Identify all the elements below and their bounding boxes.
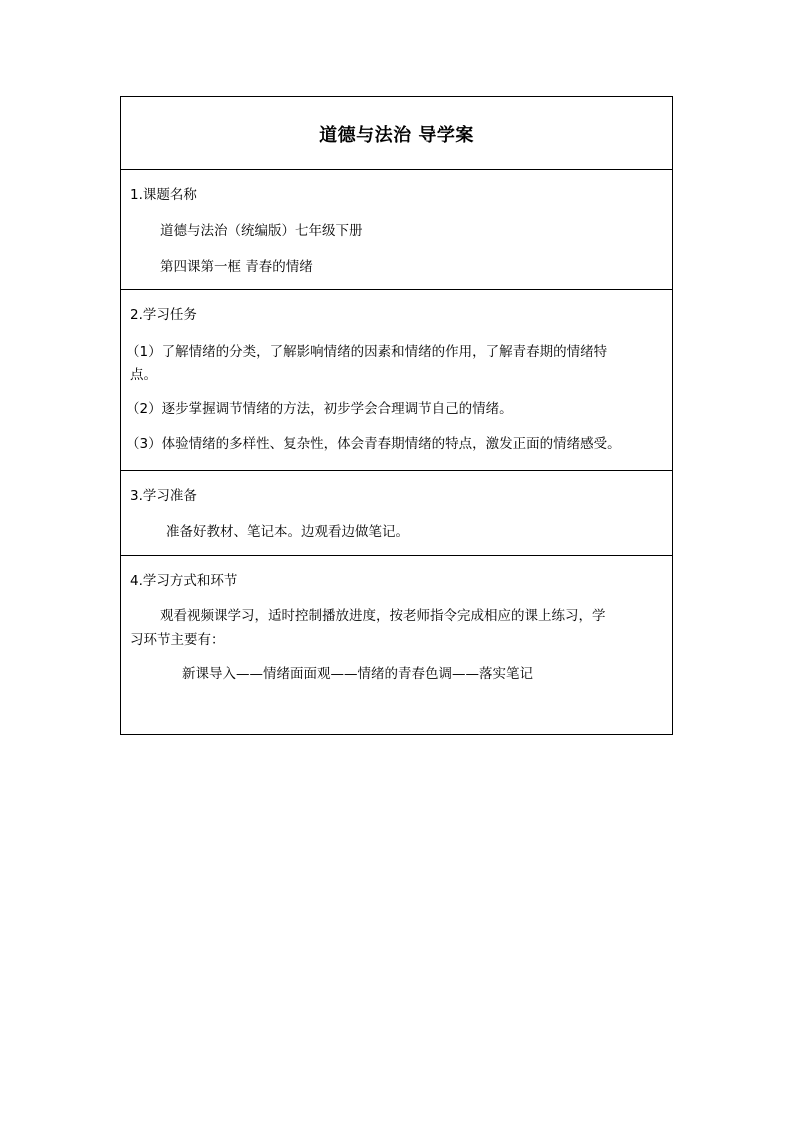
task-line-2: （2）逐步掌握调节情绪的方法，初步学会合理调节自己的情绪。 <box>126 401 513 417</box>
topic-line-textbook: 道德与法治（统编版）七年级下册 <box>160 223 363 239</box>
section-method <box>121 556 672 734</box>
task-line-3: （3）体验情绪的多样性、复杂性，体会青春期情绪的特点，激发正面的情绪感受。 <box>126 436 621 452</box>
section-preparation <box>121 471 672 556</box>
section-heading-preparation: 3.学习准备 <box>130 488 197 504</box>
section-heading-method: 4.学习方式和环节 <box>130 573 238 589</box>
method-steps-line: 新课导入——情绪面面观——情绪的青春色调——落实笔记 <box>182 666 533 682</box>
topic-line-lesson: 第四课第一框 青春的情绪 <box>160 259 313 275</box>
section-heading-tasks: 2.学习任务 <box>130 307 197 323</box>
page-title: 道德与法治 导学案 <box>319 125 474 146</box>
task-line-1-cont: 点。 <box>130 367 157 383</box>
method-line-2: 习环节主要有： <box>130 632 225 648</box>
section-topic <box>121 170 672 290</box>
preparation-line: 准备好教材、笔记本。边观看边做笔记。 <box>166 524 409 540</box>
task-line-1: （1）了解情绪的分类，了解影响情绪的因素和情绪的作用，了解青春期的情绪特 <box>126 344 608 360</box>
guide-table <box>120 96 673 735</box>
method-line-1: 观看视频课学习，适时控制播放进度，按老师指令完成相应的课上练习，学 <box>160 608 606 624</box>
title-cell <box>121 97 672 170</box>
section-heading-topic: 1.课题名称 <box>130 187 197 203</box>
section-tasks <box>121 290 672 471</box>
